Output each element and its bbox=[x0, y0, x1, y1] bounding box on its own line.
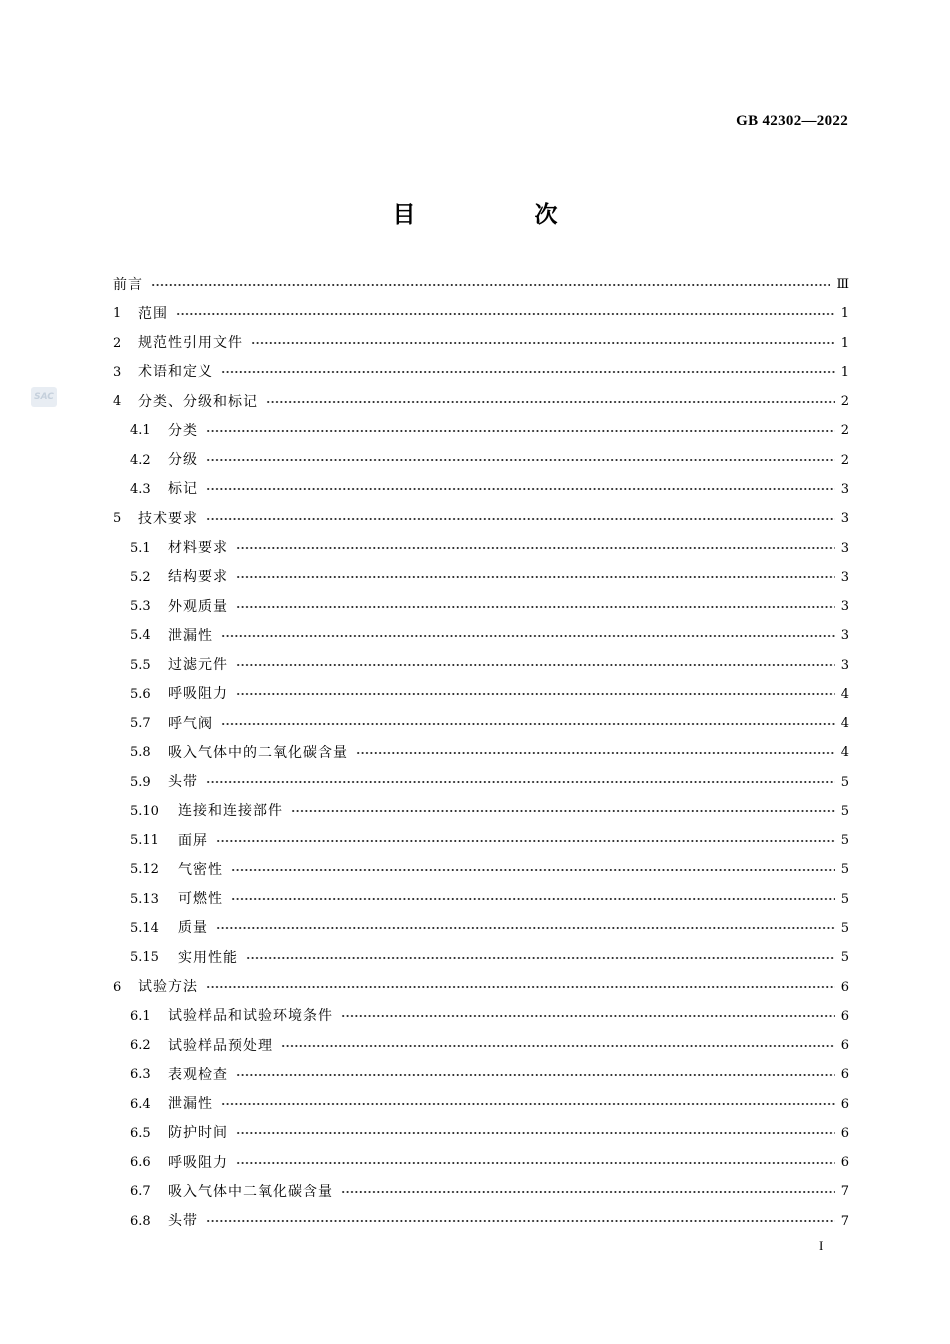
toc-entry-label: 泄漏性 bbox=[168, 627, 213, 644]
toc-entry-number: 5.10 bbox=[130, 803, 159, 819]
toc-entry-label: 外观质量 bbox=[168, 598, 228, 615]
toc-entry-page: 6 bbox=[840, 1067, 849, 1083]
toc-entry-page: 1 bbox=[840, 335, 849, 351]
page-number: I bbox=[819, 1238, 824, 1253]
toc-entry[interactable] bbox=[113, 1119, 849, 1148]
toc-entry-page: 6 bbox=[840, 1038, 849, 1054]
toc-dot-leader bbox=[281, 1045, 835, 1047]
toc-entry[interactable] bbox=[113, 416, 849, 445]
toc-entry-label: 吸入气体中二氧化碳含量 bbox=[168, 1183, 333, 1200]
toc-entry-number: 5.9 bbox=[130, 774, 151, 790]
toc-entry-label: 质量 bbox=[178, 920, 208, 937]
toc-dot-leader bbox=[236, 1074, 835, 1076]
toc-entry-number: 5.3 bbox=[130, 599, 151, 615]
toc-entry-label: 前言 bbox=[113, 276, 143, 293]
toc-entry-page: 5 bbox=[840, 862, 849, 878]
toc-entry-label: 实用性能 bbox=[178, 949, 238, 966]
toc-entry-number: 6.7 bbox=[130, 1184, 151, 1200]
toc-entry-page: 3 bbox=[840, 511, 849, 527]
toc-dot-leader bbox=[216, 840, 835, 842]
toc-entry-page: 5 bbox=[840, 920, 849, 936]
toc-entry-page: 3 bbox=[840, 569, 849, 585]
toc-entry[interactable] bbox=[113, 855, 849, 884]
toc-entry-page: 4 bbox=[840, 686, 849, 702]
toc-entry-page: 5 bbox=[840, 950, 849, 966]
toc-entry-number: 5.5 bbox=[130, 657, 151, 673]
toc-entry-number: 4.3 bbox=[130, 481, 151, 497]
toc-entry[interactable] bbox=[113, 972, 849, 1001]
toc-dot-leader bbox=[246, 957, 835, 959]
toc-dot-leader bbox=[236, 1132, 835, 1134]
toc-dot-leader bbox=[206, 518, 835, 520]
toc-entry-page: 3 bbox=[840, 481, 849, 497]
toc-entry-label: 过滤元件 bbox=[168, 657, 228, 674]
toc-entry-number: 4 bbox=[113, 394, 122, 410]
toc-dot-leader bbox=[221, 635, 835, 637]
toc-entry-number: 5 bbox=[113, 511, 122, 527]
toc-entry-page: 6 bbox=[840, 1008, 849, 1024]
toc-entry-number: 6.8 bbox=[130, 1213, 151, 1229]
toc-entry-number: 5.7 bbox=[130, 716, 151, 732]
toc-entry-page: 5 bbox=[840, 803, 849, 819]
toc-dot-leader bbox=[251, 342, 835, 344]
toc-entry[interactable] bbox=[113, 709, 849, 738]
toc-entry-number: 5.1 bbox=[130, 540, 151, 556]
toc-dot-leader bbox=[206, 781, 835, 783]
toc-entry[interactable] bbox=[113, 680, 849, 709]
toc-entry-label: 气密性 bbox=[178, 861, 223, 878]
toc-dot-leader bbox=[206, 459, 835, 461]
toc-entry-number: 6.4 bbox=[130, 1096, 151, 1112]
toc-entry[interactable] bbox=[113, 797, 849, 826]
toc-entry[interactable] bbox=[113, 475, 849, 504]
toc-dot-leader bbox=[236, 1162, 835, 1164]
toc-entry-number: 6.3 bbox=[130, 1067, 151, 1083]
toc-entry-label: 试验样品和试验环境条件 bbox=[168, 1008, 333, 1025]
toc-entry-page: 3 bbox=[840, 657, 849, 673]
toc-entry-label: 泄漏性 bbox=[168, 1096, 213, 1113]
toc-entry-label: 头带 bbox=[168, 1213, 198, 1230]
toc-entry[interactable] bbox=[113, 358, 849, 387]
toc-entry[interactable] bbox=[113, 1177, 849, 1206]
toc-entry-page: 6 bbox=[840, 979, 849, 995]
toc-entry-page: 2 bbox=[840, 394, 849, 410]
toc-entry-page: 3 bbox=[840, 599, 849, 615]
toc-entry-label: 技术要求 bbox=[138, 510, 198, 527]
toc-entry-label: 范围 bbox=[138, 305, 168, 322]
toc-entry[interactable] bbox=[113, 943, 849, 972]
toc-entry-number: 5.15 bbox=[130, 950, 159, 966]
toc-entry-number: 4.2 bbox=[130, 452, 151, 468]
toc-entry[interactable] bbox=[113, 738, 849, 767]
toc-entry-page: 6 bbox=[840, 1125, 849, 1141]
toc-dot-leader bbox=[236, 664, 835, 666]
toc-dot-leader bbox=[356, 752, 835, 754]
toc-entry-label: 分类 bbox=[168, 422, 198, 439]
toc-entry-page: 6 bbox=[840, 1155, 849, 1171]
toc-entry[interactable] bbox=[113, 387, 849, 416]
toc-dot-leader bbox=[221, 723, 835, 725]
toc-dot-leader bbox=[206, 488, 835, 490]
toc-dot-leader bbox=[216, 927, 835, 929]
toc-entry-number: 5.4 bbox=[130, 628, 151, 644]
toc-dot-leader bbox=[151, 284, 830, 286]
toc-entry-label: 呼气阀 bbox=[168, 715, 213, 732]
toc-entry[interactable] bbox=[113, 1060, 849, 1089]
toc-entry-number: 4.1 bbox=[130, 423, 151, 439]
toc-entry-page: 4 bbox=[840, 716, 849, 732]
toc-dot-leader bbox=[176, 313, 835, 315]
toc-entry[interactable] bbox=[113, 504, 849, 533]
toc-dot-leader bbox=[341, 1015, 835, 1017]
toc-entry-label: 可燃性 bbox=[178, 891, 223, 908]
table-of-contents bbox=[113, 270, 849, 1236]
toc-entry-number: 6.5 bbox=[130, 1125, 151, 1141]
toc-entry-number: 1 bbox=[113, 306, 122, 322]
toc-entry-label: 标记 bbox=[168, 481, 198, 498]
toc-entry-page: Ⅲ bbox=[836, 277, 849, 293]
toc-entry-number: 3 bbox=[113, 364, 122, 380]
toc-entry-number: 6 bbox=[113, 979, 122, 995]
toc-entry-number: 5.11 bbox=[130, 833, 159, 849]
toc-entry-label: 试验样品预处理 bbox=[168, 1037, 273, 1054]
toc-dot-leader bbox=[236, 576, 835, 578]
toc-entry-label: 分类、分级和标记 bbox=[138, 393, 258, 410]
toc-entry-number: 5.13 bbox=[130, 891, 159, 907]
page-title: 目 次 bbox=[392, 201, 606, 228]
toc-entry-label: 吸入气体中的二氧化碳含量 bbox=[168, 744, 348, 761]
toc-dot-leader bbox=[221, 371, 835, 373]
toc-entry-label: 防护时间 bbox=[168, 1125, 228, 1142]
toc-entry-label: 连接和连接部件 bbox=[178, 803, 283, 820]
toc-entry[interactable] bbox=[113, 826, 849, 855]
toc-entry-number: 5.12 bbox=[130, 862, 159, 878]
toc-dot-leader bbox=[231, 869, 835, 871]
toc-entry[interactable] bbox=[113, 1002, 849, 1031]
toc-dot-leader bbox=[236, 606, 835, 608]
toc-entry-label: 结构要求 bbox=[168, 569, 228, 586]
toc-entry[interactable] bbox=[113, 533, 849, 562]
toc-dot-leader bbox=[206, 1220, 835, 1222]
toc-entry-label: 头带 bbox=[168, 774, 198, 791]
standard-code: GB 42302—2022 bbox=[736, 113, 848, 129]
toc-entry-number: 5.6 bbox=[130, 686, 151, 702]
toc-entry[interactable] bbox=[113, 270, 849, 299]
toc-dot-leader bbox=[291, 810, 835, 812]
toc-entry-number: 6.1 bbox=[130, 1008, 151, 1024]
toc-dot-leader bbox=[236, 693, 835, 695]
toc-entry-label: 呼吸阻力 bbox=[168, 686, 228, 703]
toc-dot-leader bbox=[221, 1103, 835, 1105]
toc-entry-page: 6 bbox=[840, 1096, 849, 1112]
toc-entry-page: 5 bbox=[840, 891, 849, 907]
toc-entry[interactable] bbox=[113, 1207, 849, 1236]
toc-entry-page: 7 bbox=[840, 1184, 849, 1200]
toc-entry-label: 术语和定义 bbox=[138, 364, 213, 381]
toc-entry-number: 5.2 bbox=[130, 569, 151, 585]
toc-entry-number: 5.8 bbox=[130, 745, 151, 761]
toc-entry-page: 3 bbox=[840, 628, 849, 644]
toc-dot-leader bbox=[266, 401, 835, 403]
toc-entry[interactable] bbox=[113, 1089, 849, 1118]
toc-entry[interactable] bbox=[113, 592, 849, 621]
toc-entry[interactable] bbox=[113, 563, 849, 592]
toc-dot-leader bbox=[206, 430, 835, 432]
toc-entry-label: 表观检查 bbox=[168, 1066, 228, 1083]
toc-entry-label: 分级 bbox=[168, 452, 198, 469]
toc-entry[interactable] bbox=[113, 768, 849, 797]
toc-entry-number: 6.2 bbox=[130, 1038, 151, 1054]
toc-dot-leader bbox=[206, 986, 835, 988]
toc-entry-label: 呼吸阻力 bbox=[168, 1154, 228, 1171]
toc-entry-label: 规范性引用文件 bbox=[138, 335, 243, 352]
toc-entry-label: 材料要求 bbox=[168, 540, 228, 557]
toc-entry-label: 试验方法 bbox=[138, 979, 198, 995]
toc-entry[interactable] bbox=[113, 914, 849, 943]
toc-entry-page: 3 bbox=[840, 540, 849, 556]
toc-entry-page: 1 bbox=[840, 306, 849, 322]
toc-entry-page: 5 bbox=[840, 833, 849, 849]
toc-dot-leader bbox=[231, 898, 835, 900]
toc-dot-leader bbox=[236, 547, 835, 549]
toc-entry[interactable] bbox=[113, 621, 849, 650]
toc-entry-number: 6.6 bbox=[130, 1155, 151, 1171]
toc-entry-page: 7 bbox=[840, 1213, 849, 1229]
toc-entry-page: 4 bbox=[840, 745, 849, 761]
toc-entry[interactable] bbox=[113, 1148, 849, 1177]
toc-entry[interactable] bbox=[113, 650, 849, 679]
toc-entry[interactable] bbox=[113, 1031, 849, 1060]
sac-logo-icon: SAC bbox=[31, 387, 57, 407]
toc-entry-page: 1 bbox=[840, 364, 849, 380]
toc-dot-leader bbox=[341, 1191, 835, 1193]
toc-entry-page: 2 bbox=[840, 452, 849, 468]
toc-entry[interactable] bbox=[113, 329, 849, 358]
toc-entry-page: 2 bbox=[840, 423, 849, 439]
toc-entry[interactable] bbox=[113, 446, 849, 475]
toc-entry[interactable] bbox=[113, 299, 849, 328]
toc-entry-page: 5 bbox=[840, 774, 849, 790]
toc-entry-number: 2 bbox=[113, 335, 122, 351]
toc-entry[interactable] bbox=[113, 885, 849, 914]
toc-entry-label: 面屏 bbox=[178, 832, 208, 849]
toc-entry-number: 5.14 bbox=[130, 920, 159, 936]
